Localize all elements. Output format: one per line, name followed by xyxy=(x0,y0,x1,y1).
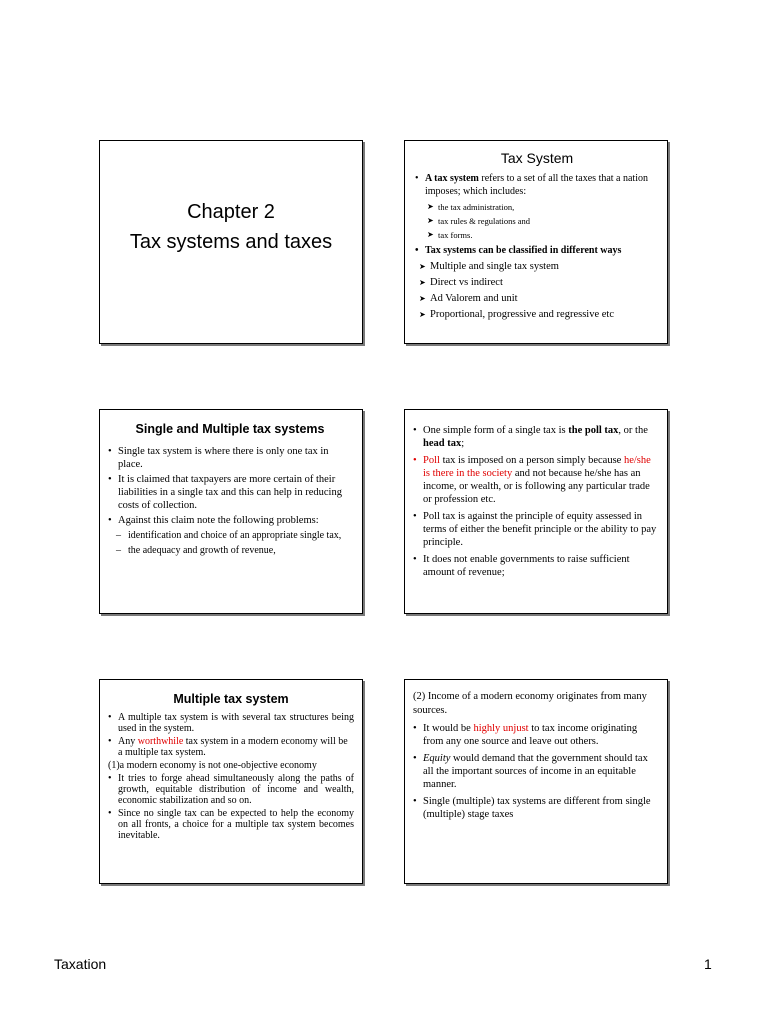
tax-system-components xyxy=(415,200,659,242)
bullet: • Single tax system is where there is only one tax in place. xyxy=(108,445,352,471)
sub-bullet: – identification and choice of an appropriate single tax, xyxy=(108,529,352,542)
bullet: • It would be highly unjust to tax income originating from any one source and leave out others. xyxy=(413,722,657,748)
bullet: • It tries to forge ahead simultaneously along the paths of growth, equitable distribution of income and wealth, economic stabilization and so on. xyxy=(108,773,354,806)
bullet: • It does not enable governments to raise sufficient amount of revenue; xyxy=(413,553,657,579)
bullet: • Any worthwhile tax system in a modern economy will be a multiple tax system. xyxy=(108,736,354,758)
chapter-title: Tax systems and taxes xyxy=(129,231,333,253)
chapter-number: Chapter 2 xyxy=(187,201,275,223)
list-item: ➤ tax rules & regulations and xyxy=(427,214,659,228)
tax-system-definition: • A tax system refers to a set of all the taxes that a nation imposes; which includes: xyxy=(415,172,659,198)
bullet: • Poll tax is imposed on a person simply because he/she is there in the society and not because he/she has an income, or wealth, or is following any particular trade or profession etc. xyxy=(413,454,657,506)
list-item: ➤ Multiple and single tax system xyxy=(419,259,659,275)
list-item: ➤ Ad Valorem and unit xyxy=(419,291,659,307)
slide-2 xyxy=(404,140,668,344)
slide-5-title: Multiple tax system xyxy=(173,692,289,706)
slide-1-title xyxy=(100,197,362,257)
bullet: • It is claimed that taxpayers are more certain of their liabilities in a single tax and this can help in reducing costs of collection. xyxy=(108,473,352,512)
slide-3 xyxy=(99,409,363,614)
bullet: • One simple form of a single tax is the poll tax, or the head tax; xyxy=(413,424,657,450)
bullet: • Single (multiple) tax systems are different from single (multiple) stage taxes xyxy=(413,795,657,821)
list-item: ➤ Direct vs indirect xyxy=(419,275,659,291)
list-item: ➤ Proportional, progressive and regressive etc xyxy=(419,307,659,323)
page-number: 1 xyxy=(704,956,712,972)
slide-3-title: Single and Multiple tax systems xyxy=(135,422,325,436)
classification-heading: • Tax systems can be classified in different ways xyxy=(415,244,659,257)
bullet: • Against this claim note the following problems: xyxy=(108,514,352,527)
list-item: ➤ the tax administration, xyxy=(427,200,659,214)
bullet: • Poll tax is against the principle of equity assessed in terms of either the benefit principle or the ability to pay principle. xyxy=(413,510,657,549)
bullet: • Since no single tax can be expected to help the economy on all fronts, a choice for a multiple tax system becomes inevitable. xyxy=(108,808,354,841)
sub-bullet: – the adequacy and growth of revenue, xyxy=(108,544,352,557)
footer-title: Taxation xyxy=(54,956,107,972)
slide-6 xyxy=(404,679,668,884)
bullet: • A multiple tax system is with several tax structures being used in the system. xyxy=(108,712,354,734)
slide-5 xyxy=(99,679,363,884)
paragraph: (2) Income of a modern economy originates from many sources. xyxy=(413,691,647,716)
slide-1 xyxy=(99,140,363,344)
slide-2-title: Tax System xyxy=(500,150,574,166)
classification-list xyxy=(415,259,659,323)
list-item: ➤ tax forms. xyxy=(427,228,659,242)
slide-4 xyxy=(404,409,668,614)
paragraph: (1)a modern economy is not one-objective economy xyxy=(108,760,317,771)
bullet: • Equity would demand that the government should tax all the important sources of income in an equitable manner. xyxy=(413,752,657,791)
